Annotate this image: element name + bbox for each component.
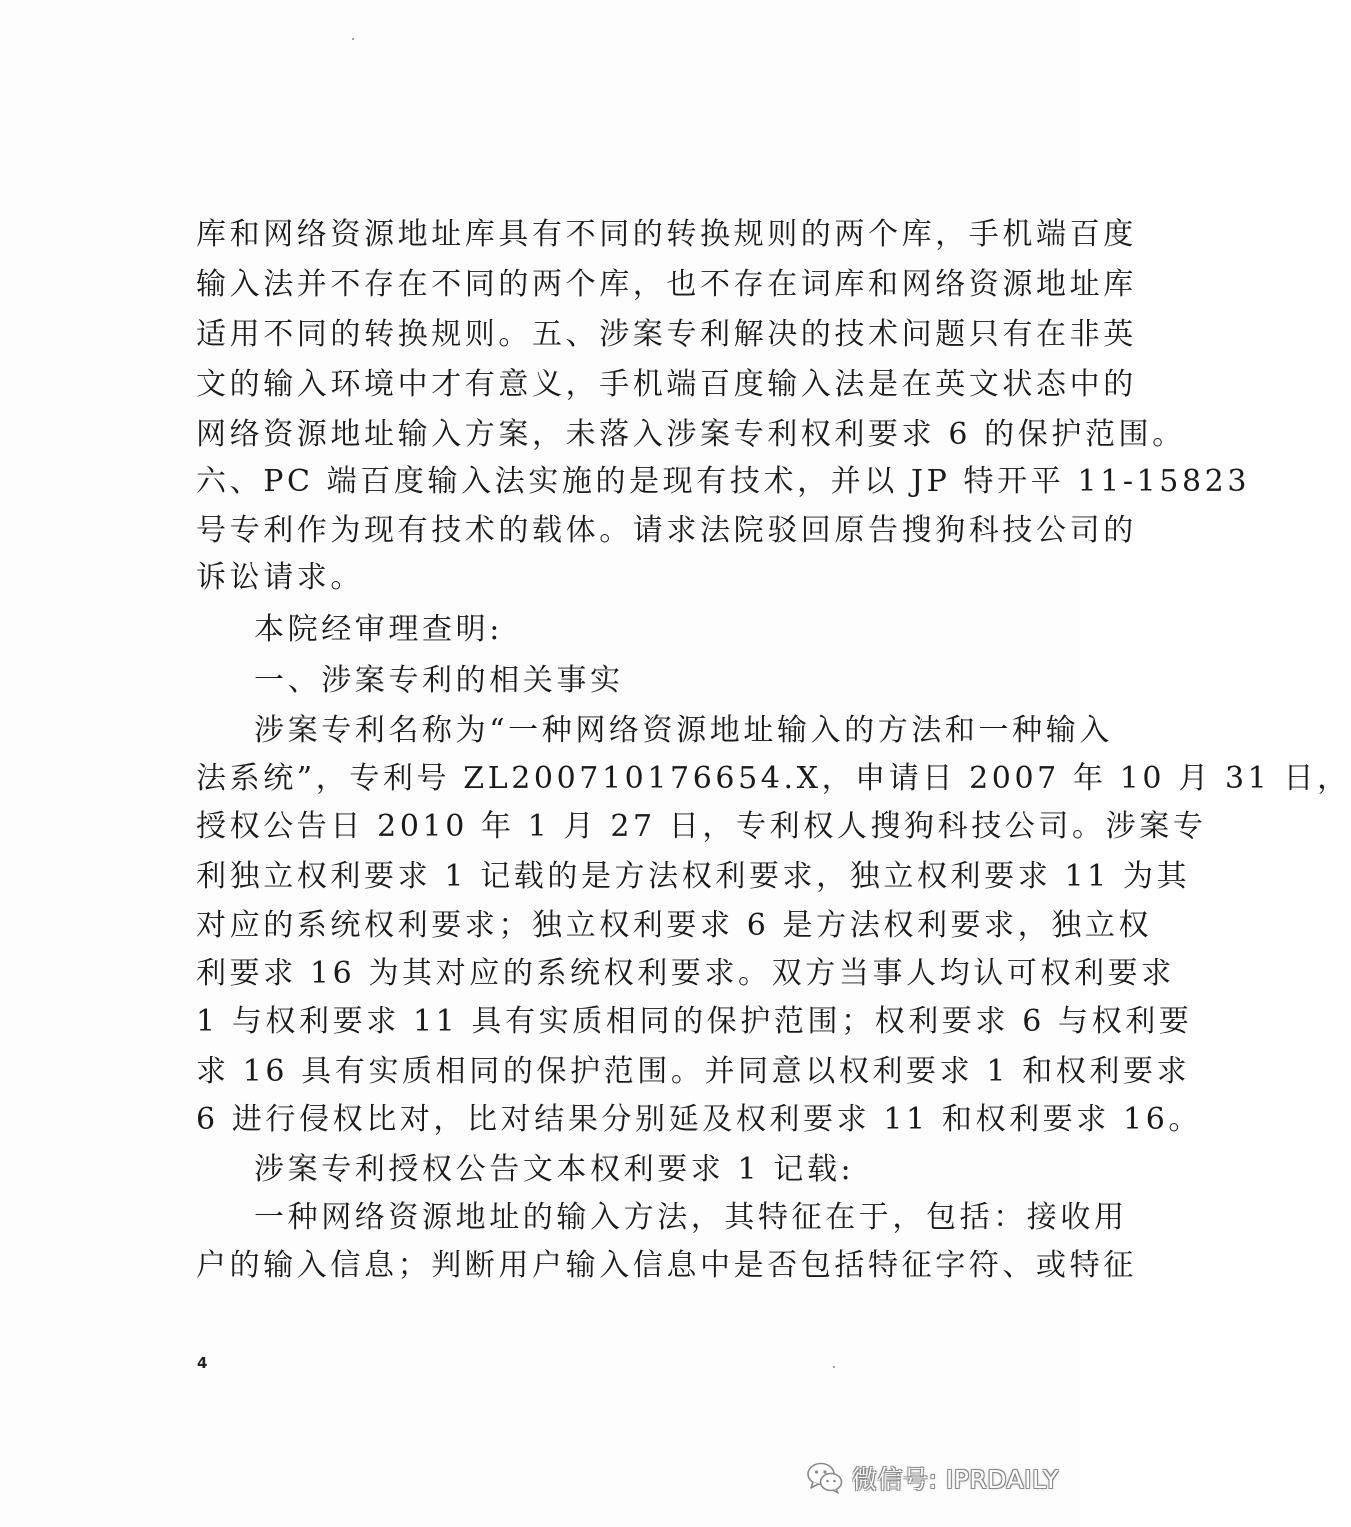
text-line: 六、PC 端百度输入法实施的是现有技术，并以 JP 特开平 11-15823	[196, 464, 1251, 499]
text-line: 涉案专利授权公告文本权利要求 1 记载:	[254, 1152, 855, 1187]
section-heading: 一、涉案专利的相关事实	[254, 663, 624, 698]
text-line: 输入法并不存在不同的两个库，也不存在词库和网络资源地址库	[196, 267, 1137, 302]
wechat-watermark	[806, 1458, 1059, 1498]
text-line: 一种网络资源地址的输入方法，其特征在于，包括：接收用	[254, 1200, 1128, 1235]
text-line: 1 与权利要求 11 具有实质相同的保护范围；权利要求 6 与权利要	[196, 1004, 1193, 1039]
scan-speck	[833, 1366, 835, 1368]
text-line: 涉案专利名称为“一种网络资源地址输入的方法和一种输入	[254, 713, 1113, 748]
text-line: 对应的系统权利要求；独立权利要求 6 是方法权利要求，独立权	[196, 908, 1153, 943]
text-line: 诉讼请求。	[196, 560, 364, 595]
text-line: 号专利作为现有技术的载体。请求法院驳回原告搜狗科技公司的	[196, 513, 1137, 548]
text-line: 文的输入环境中才有意义，手机端百度输入法是在英文状态中的	[196, 367, 1137, 402]
text-line: 法系统”，专利号 ZL200710176654.X，申请日 2007 年 10 月 31 日，	[196, 761, 1351, 796]
text-line: 6 进行侵权比对，比对结果分别延及权利要求 11 和权利要求 16。	[196, 1102, 1202, 1137]
wechat-icon	[806, 1461, 844, 1495]
section-heading: 本院经审理查明:	[254, 612, 503, 647]
text-line: 适用不同的转换规则。五、涉案专利解决的技术问题只有在非英	[196, 317, 1137, 352]
text-line: 网络资源地址输入方案，未落入涉案专利权利要求 6 的保护范围。	[196, 417, 1186, 452]
text-line: 授权公告日 2010 年 1 月 27 日，专利权人搜狗科技公司。涉案专	[196, 809, 1207, 844]
text-line: 户的输入信息；判断用户输入信息中是否包括特征字符、或特征	[196, 1248, 1137, 1283]
text-line: 求 16 具有实质相同的保护范围。并同意以权利要求 1 和权利要求	[196, 1054, 1191, 1089]
text-line: 库和网络资源地址库具有不同的转换规则的两个库，手机端百度	[196, 217, 1137, 252]
watermark-text: 微信号: IPRDAILY	[852, 1465, 1059, 1494]
text-line: 利独立权利要求 1 记载的是方法权利要求，独立权利要求 11 为其	[196, 859, 1191, 894]
page-number: 4	[197, 1354, 208, 1372]
text-line: 利要求 16 为其对应的系统权利要求。双方当事人均认可权利要求	[196, 956, 1175, 991]
scan-speck	[352, 38, 354, 40]
